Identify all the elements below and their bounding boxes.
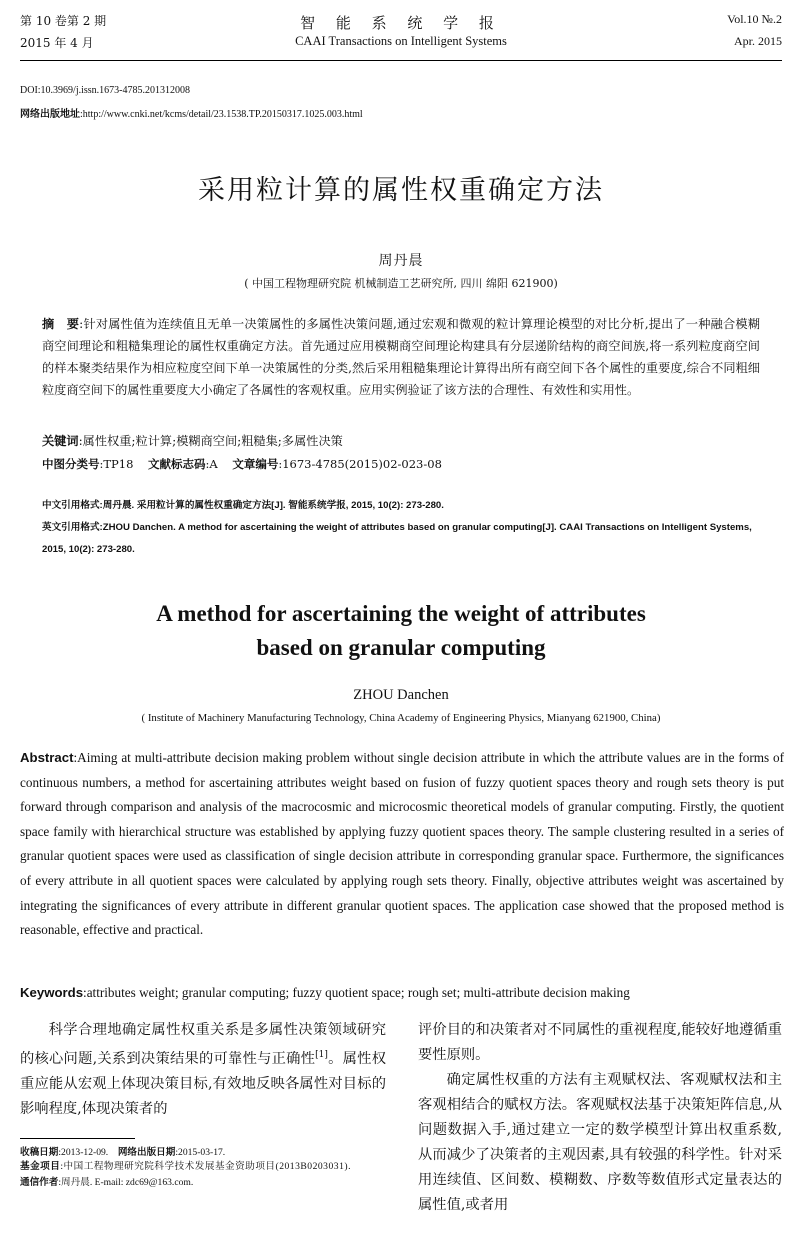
citation-cn: 中文引用格式:周丹晨. 采用粒计算的属性权重确定方法[J]. 智能系统学报, 2015, 10(2): 273-280. [42, 500, 444, 511]
header-rule [20, 60, 782, 61]
footnote-dates [20, 1146, 386, 1160]
keywords-en-label: Keywords [20, 985, 84, 1000]
keywords-cn [42, 430, 760, 452]
journal-name-en: CAAI Transactions on Intelligent Systems [295, 34, 507, 48]
online-address-line [20, 105, 363, 120]
keywords-cn-label: 关键词 [42, 434, 79, 448]
received-value: :2013-12-09. [58, 1147, 109, 1158]
paper-title-en-line2: based on granular computing [256, 635, 546, 660]
running-header [20, 12, 782, 56]
doc-code-label: 文献标志码 [148, 457, 206, 471]
online-date-label: 网络出版日期 [117, 1147, 176, 1158]
keywords-en [20, 985, 784, 1001]
classification-line [42, 453, 760, 475]
fund-value: :中国工程物理研究院科学技术发展基金资助项目(2013B0203031). [60, 1161, 351, 1172]
footnote-corresponding [20, 1176, 386, 1190]
paper-title-en-line1: A method for ascertaining the weight of attributes [156, 601, 646, 626]
footnote-fund [20, 1160, 386, 1174]
keywords-cn-text: :属性权重;粒计算;模糊商空间;粗糙集;多属性决策 [78, 434, 343, 448]
online-address-url: :http://www.cnki.net/kcms/detail/23.1538.TP.20150317.1025.003.html [80, 109, 363, 120]
abstract-cn-text: :针对属性值为连续值且无单一决策属性的多属性决策问题,通过宏观和微观的粒计算理论模型的对比分析,提出了一种融合模糊商空间理论和粗糙集理论的属性权重确定方法。首先通过应用模糊商空间理论构建具有分层递阶结构的商空间族,将一系列粒度商空间的样本聚类结果作为相应粒度空间下单一决策属性的分类,然后采用粗糙集理论计算得出所有商空间下各个属性的重要度,综合不同粗细粒度商空间下的属性重要度大小确定了各属性的客观权重。应用实例验证了该方法的合理性、有效性和实用性。 [42, 317, 761, 397]
affiliation-cn: ( 中国工程物理研究院 机械制造工艺研究所, 四川 绵阳 621900) [244, 277, 558, 290]
corresponding-label: 通信作者 [20, 1177, 59, 1188]
clc-value: :TP18 [99, 457, 134, 471]
received-label: 收稿日期 [20, 1147, 59, 1158]
body-text: 科学合理地确定属性权重关系是多属性决策领域研究的核心问题,关系到决策结果的可靠性与正确性 [20, 1022, 386, 1067]
abstract-en-label: Abstract [20, 750, 74, 765]
article-no-value: :1673-4785(2015)02-023-08 [278, 457, 442, 471]
citation-en: 英文引用格式:ZHOU Danchen. A method for ascertaining the weight of attributes based on granular computing[J]. CAAI Transactions on Intelligent Systems, 2015, 10(2): 273-280. [42, 522, 752, 555]
abstract-en [20, 746, 784, 943]
volume-issue-en: Vol.10 №.2 [727, 12, 782, 26]
body-paragraph [20, 1018, 386, 1122]
author-en: ZHOU Danchen [353, 687, 449, 703]
online-date-value: :2015-03-17. [175, 1147, 226, 1158]
body-paragraph: 评价目的和决策者对不同属性的重视程度,能较好地遵循重要性原则。 [418, 1022, 782, 1063]
keywords-en-text: :attributes weight; granular computing; fuzzy quotient space; rough set; multi-attribute decision making [83, 985, 630, 1000]
paper-title-en [0, 597, 802, 665]
abstract-cn [42, 313, 760, 401]
paper-title-cn: 采用粒计算的属性权重确定方法 [198, 175, 604, 206]
body-paragraph: 确定属性权重的方法有主观赋权法、客观赋权法和主客观相结合的赋权方法。客观赋权法基于决策矩阵信息,从问题数据入手,通过建立一定的数学模型计算出权重系数,从而减少了决策者的主观因素,具有较强的科学性。针对采用连续值、区间数、模糊数、序数等数值形式定量表达的属性值,或者用 [418, 1072, 782, 1213]
volume-issue-cn: 第 10 卷第 2 期 [20, 14, 107, 28]
clc-label: 中图分类号 [42, 457, 100, 471]
body-text: 。属性权重应能从宏观上体现决策目标,有效地反映各属性对目标的影响程度,体现决策者的 [20, 1050, 387, 1117]
doi-line: DOI:10.3969/j.issn.1673-4785.201312008 [20, 85, 190, 96]
affiliation-en: ( Institute of Machinery Manufacturing Technology, China Academy of Engineering Physics, Mianyang 621900, China) [141, 712, 661, 724]
date-en: Apr. 2015 [734, 34, 782, 48]
reference-marker[interactable]: [1] [315, 1050, 328, 1060]
abstract-en-text: :Aiming at multi-attribute decision making problem without single decision attribute in which the attribute values are in the forms of continuous numbers, a method for ascertaining attributes weight based on fusion of fuzzy quotient spaces theory and rough sets theory is put forward through comparison and analysis of the macrocosmic and microcosmic theoretical models of granular computing. Firstly, the quotient space family with hierarchical structure was established by applying fuzzy quotient spaces theory. The sample clustering resulted in a series of granular quotient spaces were used as classification of single decision attribute in corresponding granular space. Furthermore, the significances of every attribute in all quotient spaces were calculated by applying rough sets theory. Finally, objective attributes weight was ascertained by integrating the significances of every attribute in different granular quotient spaces. The application case showed that the proposed method is reasonable, effective and practical. [20, 750, 784, 938]
corresponding-value: :周丹晨. E-mail: zdc69@163.com. [58, 1177, 194, 1188]
citation-block [42, 495, 760, 561]
footnote-rule [20, 1138, 135, 1139]
date-cn: 2015 年 4 月 [20, 36, 94, 50]
footnotes [20, 1146, 386, 1190]
author-cn: 周丹晨 [378, 253, 424, 269]
fund-label: 基金项目 [20, 1161, 61, 1172]
body-column-left [20, 1018, 386, 1122]
article-no-label: 文章编号 [232, 457, 279, 471]
doc-code-value: :A [205, 457, 218, 471]
journal-name-cn: 智 能 系 统 学 报 [300, 14, 502, 32]
online-address-label: 网络出版地址 [20, 109, 80, 120]
abstract-cn-label: 摘 要 [42, 317, 80, 331]
body-column-right [418, 1018, 782, 1218]
